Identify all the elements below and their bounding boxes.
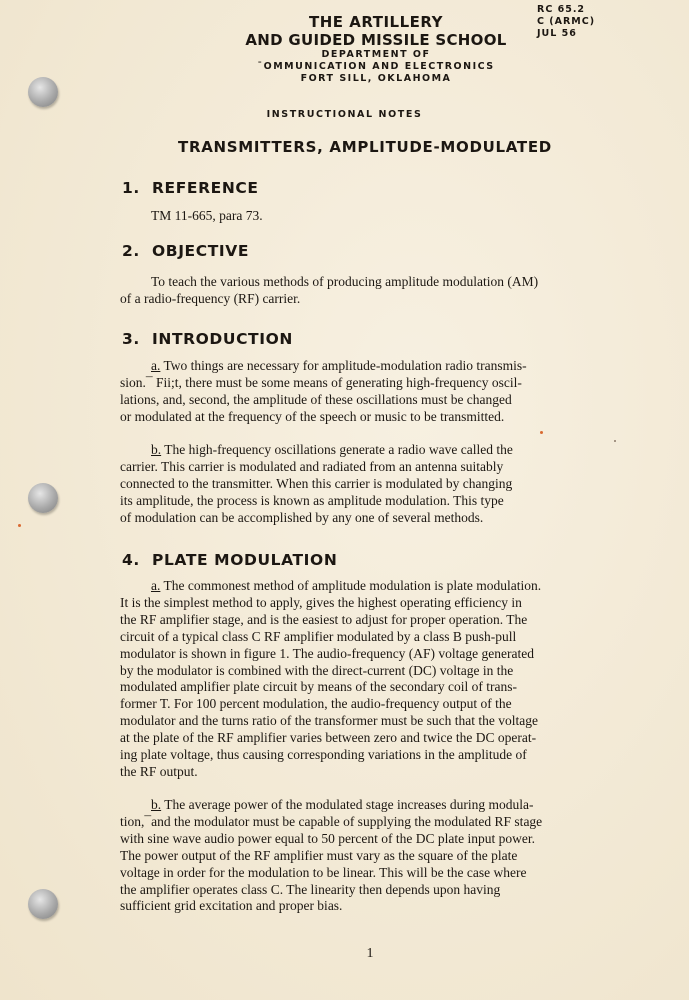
location-line: FORT SILL, OKLAHOMA: [300, 73, 452, 84]
text-line: circuit of a typical class C RF amplifier modulated by a class B push-pull: [120, 628, 517, 644]
paragraph-4b: [120, 797, 642, 915]
text-line: former T. For 100 percent modulation, the audio-frequency output of the: [120, 696, 512, 712]
text-line: It is the simplest method to apply, gives the highest operating efficiency in: [120, 594, 522, 610]
section-number: 4.: [122, 551, 140, 569]
objective-paragraph: [120, 274, 642, 308]
paper-speck: [18, 524, 21, 527]
text-line: modulated amplifier plate circuit by means of the secondary coil of trans-: [120, 679, 517, 695]
page-number: 1: [366, 946, 374, 961]
section-number: 1.: [122, 179, 140, 197]
text-line: The average power of the modulated stage increases during modula-: [161, 797, 534, 812]
code-line: C (ARMC): [537, 16, 596, 27]
text-line: sufficient grid excitation and proper bias.: [120, 898, 343, 914]
code-line: RC 65.2: [537, 4, 586, 15]
document-title: TRANSMITTERS, AMPLITUDE-MODULATED: [178, 138, 552, 156]
paragraph-label: a.: [151, 578, 161, 593]
text-line: or modulated at the frequency of the speech or music to be transmitted.: [120, 408, 505, 424]
section-heading: [122, 330, 293, 348]
paragraph-3b: [120, 442, 642, 527]
department-line-1: DEPARTMENT OF: [321, 49, 431, 60]
section-title: OBJECTIVE: [152, 242, 250, 260]
text-line: of modulation can be accomplished by any one of several methods.: [120, 509, 484, 525]
instructional-notes-label: INSTRUCTIONAL NOTES: [266, 109, 423, 120]
text-line: at the plate of the RF amplifier varies between zero and twice the DC operat-: [120, 730, 537, 746]
school-header: [215, 13, 537, 85]
punch-hole: [28, 77, 58, 107]
text-line: The high-frequency oscillations generate a radio wave called the: [161, 442, 513, 457]
section-title: PLATE MODULATION: [152, 551, 338, 569]
text-line: the RF output.: [120, 763, 198, 779]
text-line: with sine wave audio power equal to 50 percent of the DC plate input power.: [120, 830, 536, 846]
school-line-2: AND GUIDED MISSILE SCHOOL: [245, 31, 507, 49]
text-line: the RF amplifier stage, and is the easiest to adjust for proper operation. The: [120, 611, 528, 627]
text-line: The power output of the RF amplifier must vary as the square of the plate: [120, 847, 518, 863]
section-number: 3.: [122, 330, 140, 348]
department-line-2: ¯OMMUNICATION AND ELECTRONICS: [257, 61, 495, 72]
section-title: INTRODUCTION: [152, 330, 293, 348]
text-line: carrier. This carrier is modulated and radiated from an antenna suitably: [120, 458, 504, 474]
punch-hole: [28, 889, 58, 919]
text-line: the amplifier operates class C. The linearity then depends upon having: [120, 881, 501, 897]
text-line: modulator and the turns ratio of the transformer must be such that the voltage: [120, 713, 539, 729]
code-line: JUL 56: [537, 28, 577, 39]
paper-speck: [540, 431, 543, 434]
text-line: modulator is shown in figure 1. The audio-frequency (AF) voltage generated: [120, 645, 535, 661]
school-line-1: THE ARTILLERY: [308, 13, 443, 31]
section-title: REFERENCE: [152, 179, 259, 197]
paragraph-3a: [120, 358, 642, 426]
document-codes: [537, 4, 595, 40]
text-line: ing plate voltage, thus causing corresponding variations in the amplitude of: [120, 747, 527, 763]
text-line: connected to the transmitter. When this carrier is modulated by changing: [120, 475, 513, 491]
paragraph-label: b.: [151, 797, 162, 812]
paragraph-label: b.: [151, 442, 162, 457]
text-line: lations, and, second, the amplitude of these oscillations must be changed: [120, 391, 512, 407]
text-line: its amplitude, the process is known as amplitude modulation. This type: [120, 492, 504, 508]
section-heading: [122, 242, 249, 260]
paragraph-4a: [120, 578, 642, 781]
section-heading: [122, 551, 337, 569]
text-line: The commonest method of amplitude modulation is plate modulation.: [160, 578, 542, 593]
punch-hole: [28, 483, 58, 513]
text-line: tion,¯and the modulator must be capable of supplying the modulated RF stage: [120, 813, 543, 829]
text-line: voltage in order for the modulation to be linear. This will be the case where: [120, 864, 527, 880]
section-number: 2.: [122, 242, 140, 260]
paragraph-label: a.: [151, 358, 161, 373]
text-line: sion.¯ Fii;t, there must be some means of generating high-frequency oscil-: [120, 374, 522, 390]
section-heading: [122, 179, 259, 197]
reference-text: TM 11-665, para 73.: [151, 208, 263, 223]
text-line: by the modulator is combined with the direct-current (DC) voltage in the: [120, 662, 514, 678]
text-line: To teach the various methods of producing amplitude modulation (AM): [151, 274, 539, 289]
text-line: Two things are necessary for amplitude-modulation radio transmis-: [160, 358, 527, 373]
text-line: of a radio-frequency (RF) carrier.: [120, 290, 301, 306]
